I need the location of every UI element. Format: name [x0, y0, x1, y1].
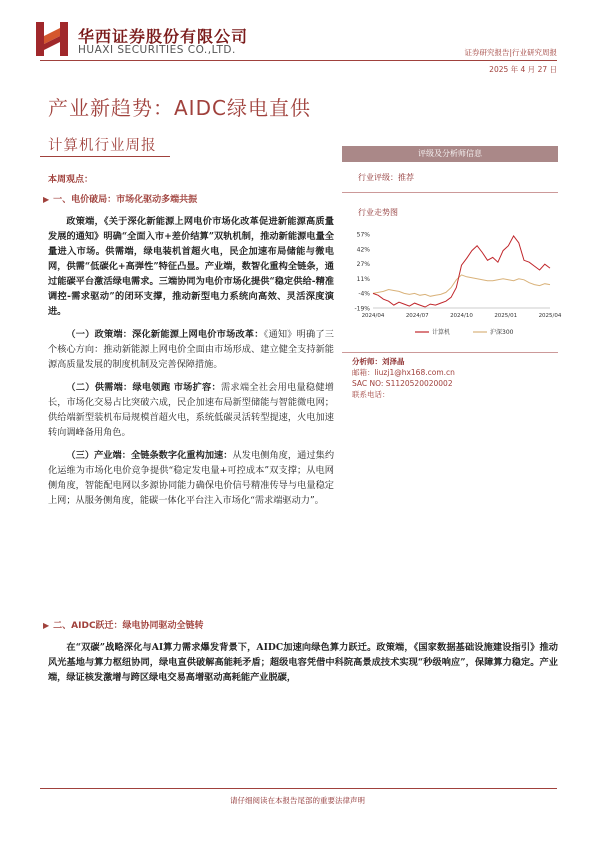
x-tick-label: 2024/10	[450, 313, 473, 319]
paragraph-1: 政策端，《关于深化新能源上网电价市场化改革促进新能源高质量发展的通知》明确“全面入市+差价结算”双轨机制，推动新能源电量全量进入市场。供需端，绿电装机首超火电，民企加速布局储能与微电网，供需“低碳化+高弹性”特征凸显。产业端，数智化重构全链条，通过能碳平台激活绿电需求。三端协同为电价市场化提供“稳定供给-精准调控-需求驱动”的闭环支撑，推动新型电力系统向高效、灵活深度演进。	[48, 216, 334, 317]
legend-label: 计算机	[432, 329, 451, 336]
section-2-text: 二、AIDC跃迁：绿电协同驱动全链转	[53, 621, 204, 631]
paragraph-3	[48, 380, 334, 440]
y-tick-label: 11%	[356, 275, 370, 283]
arrow-icon: ▶	[43, 195, 50, 204]
paragraph-2-lead: （一）政策端：深化新能源上网电价市场改革：	[66, 329, 264, 340]
report-type: 证券研究报告|行业研究周报	[464, 48, 557, 57]
footer-disclaimer[interactable]: 请仔细阅读在本报告尾部的重要法律声明	[230, 796, 365, 805]
x-tick-label: 2025/01	[494, 313, 518, 319]
y-tick-label: 42%	[356, 246, 370, 254]
y-tick-label: -4%	[358, 290, 370, 298]
side-panel-divider-2	[342, 352, 558, 353]
company-logo-icon	[36, 22, 68, 56]
section-1-text: 一、电价破局：市场化驱动多端共振	[53, 195, 198, 205]
x-tick-label: 2025/04	[538, 313, 562, 319]
trend-chart-label: 行业走势图	[358, 208, 398, 217]
y-tick-label: -19%	[354, 305, 370, 313]
industry-rating: 行业评级：推荐	[358, 173, 414, 182]
paragraph-4-text: 从发电侧角度，通过集约化运维为市场化电价竞争提供“稳定发电量+可控成本”双支撑；从电网侧角度，智能配电网以多源协同能力确保电价信号精准传导与电量稳定上网；从服务侧角度，能碳一体化平台注入市场化“需求端驱动力”。	[48, 450, 335, 506]
paragraph-4-lead: （三）产业端：全链条数字化重构加速：	[66, 450, 233, 461]
analyst-phone: 联系电话：	[352, 390, 390, 399]
series-line-计算机	[373, 236, 550, 307]
analyst-email[interactable]: 邮箱：liuzj1@hx168.com.cn	[352, 368, 455, 377]
company-name-cn: 华西证券股份有限公司	[78, 27, 249, 46]
paragraph-4	[48, 448, 334, 508]
legend-label: 沪深300	[490, 329, 514, 336]
section-1-heading	[43, 192, 334, 208]
paragraph-2	[48, 327, 334, 372]
paragraph-5: 在“双碳”战略深化与AI算力需求爆发背景下，AIDC加速向绿色算力跃迁。政策端，《国家数据基础设施建设指引》推动风光基地与算力枢纽协同，绿电直供破解高能耗矛盾；超级电容凭借中科院高景成技术实现“秒级响应”，保障算力稳定。产业端，绿证核发激增与跨区绿电交易高增驱动高耗能产业脱碳，	[48, 642, 558, 683]
page-title: 产业新趋势：AIDC绿电直供	[48, 96, 311, 120]
x-tick-label: 2024/07	[405, 313, 429, 319]
header-divider	[40, 60, 557, 61]
paragraph-3-lead: （二）供需端：绿电领跑 市场扩容：	[66, 382, 221, 393]
key-points-heading: 本周观点：	[48, 175, 94, 185]
side-panel-divider	[342, 192, 558, 193]
body-wide-column	[43, 616, 558, 685]
subtitle-underline	[40, 156, 170, 157]
analyst-name: 分析师：刘泽晶	[352, 357, 405, 366]
paragraph-2-text: 《通知》明确了三个核心方向：推动新能源上网电价全面由市场形成、建立健全支持新能源高质量发展的制度机制及完善保障措施。	[48, 329, 334, 370]
x-tick-label: 2024/04	[361, 313, 385, 319]
y-tick-label: 27%	[356, 261, 370, 269]
company-name-en: HUAXI SECURITIES CO.,LTD.	[78, 44, 236, 56]
paragraph-3-text: 需求端全社会用电量稳健增长，市场化交易占比突破六成，民企加速布局新型储能与智能微电网；供给端新型装机布局规模首超火电，系统低碳灵活转型提速，火电加速转向调峰备用角色。	[48, 382, 334, 438]
industry-trend-chart	[345, 226, 562, 344]
footer-divider	[40, 788, 557, 789]
y-tick-label: 57%	[356, 231, 370, 239]
series-line-沪深300	[373, 275, 550, 296]
analyst-sac: SAC NO: S1120520020002	[352, 379, 453, 388]
analyst-info	[352, 356, 455, 400]
arrow-icon: ▶	[43, 621, 50, 630]
page-subtitle: 计算机行业周报	[48, 138, 157, 154]
side-panel-header: 评级及分析师信息	[342, 146, 558, 162]
report-date: 2025 年 4 月 27 日	[489, 65, 557, 74]
body-column	[43, 173, 335, 516]
section-2-heading	[43, 618, 558, 634]
